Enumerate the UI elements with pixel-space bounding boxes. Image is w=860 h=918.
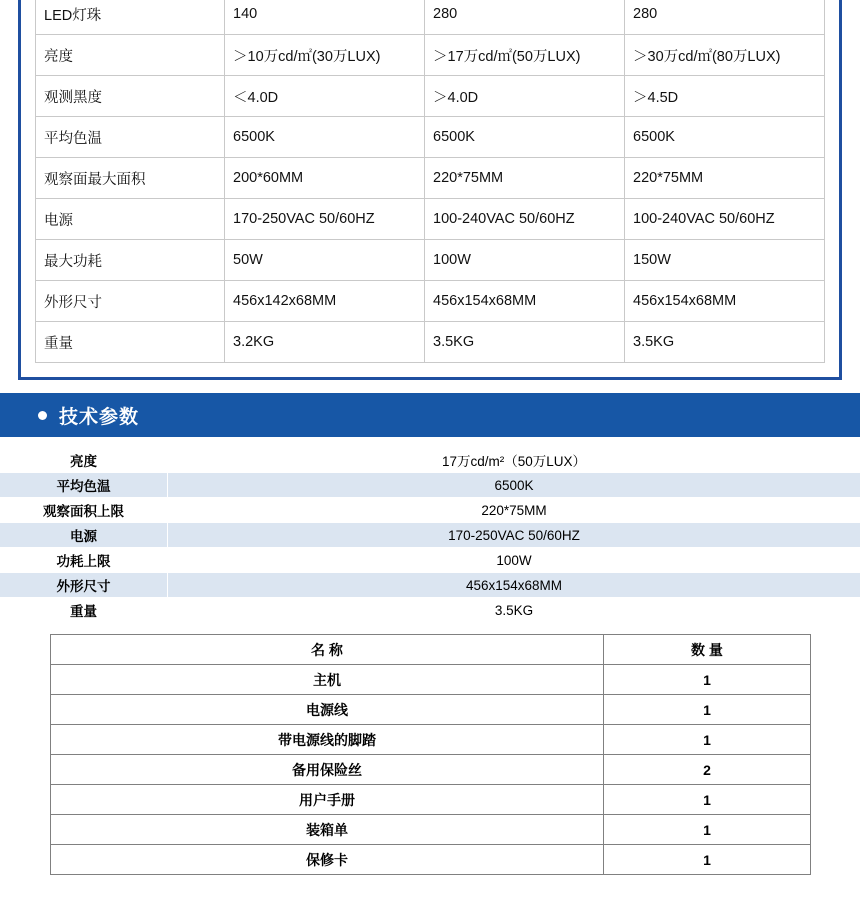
item-name: 主机: [51, 665, 604, 695]
table-row: [51, 815, 811, 845]
item-qty: 1: [604, 815, 811, 845]
packing-list: [50, 634, 810, 875]
comparison-table-body: [36, 0, 825, 363]
table-row: [36, 35, 825, 76]
item-name: 电源线: [51, 695, 604, 725]
table-row: [51, 845, 811, 875]
row-value-1: 456x142x68MM: [225, 281, 425, 322]
item-qty: 1: [604, 725, 811, 755]
table-row: [0, 548, 860, 573]
column-header-qty: 数 量: [604, 635, 811, 665]
row-value-3: 150W: [625, 240, 825, 281]
row-value-2: 220*75MM: [425, 158, 625, 199]
table-row: [0, 598, 860, 623]
column-header-name: 名 称: [51, 635, 604, 665]
packing-table-body: [51, 665, 811, 875]
packing-table-head: [51, 635, 811, 665]
row-label: 观察面最大面积: [36, 158, 225, 199]
row-value-2: 100-240VAC 50/60HZ: [425, 199, 625, 240]
table-row: [36, 322, 825, 363]
spec-value: 6500K: [168, 473, 860, 498]
spec-key: 外形尺寸: [0, 573, 168, 598]
table-row: [36, 240, 825, 281]
item-name: 备用保险丝: [51, 755, 604, 785]
row-label: LED灯珠: [36, 0, 225, 35]
table-row: [36, 199, 825, 240]
row-label: 观测黑度: [36, 76, 225, 117]
row-value-1: ＞10万cd/㎡(30万LUX): [225, 35, 425, 76]
row-value-1: 170-250VAC 50/60HZ: [225, 199, 425, 240]
table-row: [0, 498, 860, 523]
table-row: [51, 695, 811, 725]
bullet-dot-icon: [38, 411, 47, 420]
spec-key: 观察面积上限: [0, 498, 168, 523]
row-label: 外形尺寸: [36, 281, 225, 322]
item-qty: 1: [604, 665, 811, 695]
row-value-3: ＞4.5D: [625, 76, 825, 117]
spec-key: 重量: [0, 598, 168, 623]
row-value-1: 50W: [225, 240, 425, 281]
item-name: 保修卡: [51, 845, 604, 875]
item-qty: 1: [604, 695, 811, 725]
row-value-1: ＜4.0D: [225, 76, 425, 117]
spec-table: [0, 447, 860, 623]
table-row: [0, 573, 860, 598]
spec-value: 170-250VAC 50/60HZ: [168, 523, 860, 548]
row-value-2: 280: [425, 0, 625, 35]
table-row: [36, 281, 825, 322]
row-label: 亮度: [36, 35, 225, 76]
row-label: 电源: [36, 199, 225, 240]
row-value-3: 3.5KG: [625, 322, 825, 363]
row-value-3: ＞30万cd/㎡(80万LUX): [625, 35, 825, 76]
row-value-3: 280: [625, 0, 825, 35]
row-label: 平均色温: [36, 117, 225, 158]
item-name: 用户手册: [51, 785, 604, 815]
item-qty: 1: [604, 845, 811, 875]
spec-value: 456x154x68MM: [168, 573, 860, 598]
spec-value: 220*75MM: [168, 498, 860, 523]
comparison-table: [35, 0, 825, 363]
table-row: [51, 665, 811, 695]
spec-key: 亮度: [0, 448, 168, 473]
spec-value: 100W: [168, 548, 860, 573]
section-title: 技术参数: [59, 406, 140, 428]
row-value-2: 6500K: [425, 117, 625, 158]
spec-key: 平均色温: [0, 473, 168, 498]
item-qty: 1: [604, 785, 811, 815]
row-value-2: 456x154x68MM: [425, 281, 625, 322]
row-value-2: 3.5KG: [425, 322, 625, 363]
item-name: 装箱单: [51, 815, 604, 845]
table-row: [36, 117, 825, 158]
row-value-3: 100-240VAC 50/60HZ: [625, 199, 825, 240]
row-value-3: 456x154x68MM: [625, 281, 825, 322]
spec-value: 3.5KG: [168, 598, 860, 623]
table-row: [51, 755, 811, 785]
section-header-technical-parameters: [0, 393, 860, 437]
row-label: 最大功耗: [36, 240, 225, 281]
table-row: [0, 448, 860, 473]
packing-table: [50, 634, 811, 875]
row-label: 重量: [36, 322, 225, 363]
row-value-2: 100W: [425, 240, 625, 281]
row-value-2: ＞4.0D: [425, 76, 625, 117]
item-name: 带电源线的脚踏: [51, 725, 604, 755]
item-qty: 2: [604, 755, 811, 785]
spec-key: 电源: [0, 523, 168, 548]
spec-value: 17万cd/m²（50万LUX）: [168, 448, 860, 473]
table-header-row: [51, 635, 811, 665]
spec-key: 功耗上限: [0, 548, 168, 573]
table-row: [36, 76, 825, 117]
table-row: [51, 785, 811, 815]
table-row: [36, 158, 825, 199]
row-value-1: 6500K: [225, 117, 425, 158]
row-value-3: 220*75MM: [625, 158, 825, 199]
spec-list: [0, 447, 860, 623]
row-value-2: ＞17万cd/㎡(50万LUX): [425, 35, 625, 76]
row-value-1: 3.2KG: [225, 322, 425, 363]
table-row: [51, 725, 811, 755]
table-row: [0, 523, 860, 548]
row-value-1: 200*60MM: [225, 158, 425, 199]
spec-table-body: [0, 448, 860, 623]
row-value-1: 140: [225, 0, 425, 35]
comparison-panel: [18, 0, 842, 380]
table-row: [36, 0, 825, 35]
table-row: [0, 473, 860, 498]
row-value-3: 6500K: [625, 117, 825, 158]
